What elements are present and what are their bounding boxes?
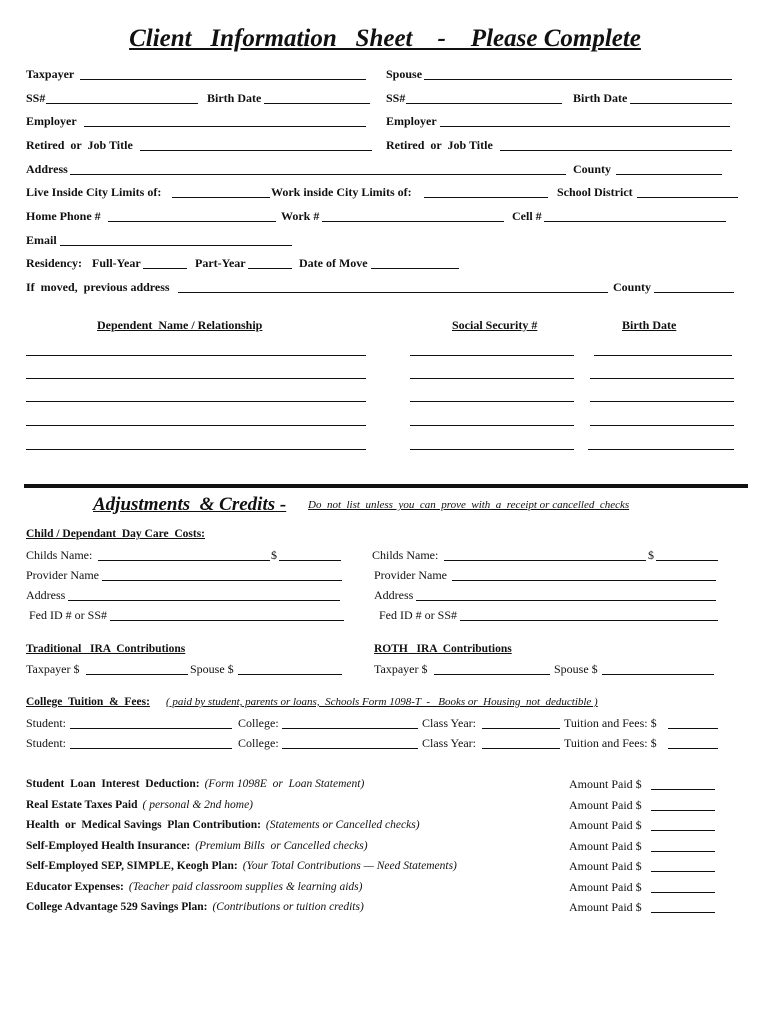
deduction-label: Student Loan Interest Deduction: [26,778,200,790]
tuition-fees-label-1: Tuition and Fees: $ [564,716,657,730]
provider-name-field-left[interactable] [102,580,342,581]
provider-name-label-left: Provider Name [26,568,99,582]
amount-paid-label: Amount Paid $ [569,798,642,812]
adjustments-note: Do not list unless you can prove with a receipt or cancelled checks [308,499,630,511]
school-district-label: School District [557,185,633,199]
college-label-2: College: [238,736,279,750]
amount-paid-label: Amount Paid $ [569,900,642,914]
taxpayer-field[interactable] [80,79,366,80]
deduction-note: (Form 1098E or Loan Statement) [204,778,365,790]
residency-label: Residency: [26,256,82,270]
previous-county-field[interactable] [654,292,734,293]
employer-label-right: Employer [386,114,437,128]
provider-name-label-right: Provider Name [374,568,447,582]
childs-name-field-left[interactable] [98,560,270,561]
college-label-1: College: [238,716,279,730]
dependent-ssn-line-2[interactable] [410,378,574,379]
provider-address-label-left: Address [26,588,66,602]
tuition-fees-label-2: Tuition and Fees: $ [564,736,657,750]
work-phone-label: Work # [281,209,320,223]
roth-ira-heading: ROTH IRA Contributions [374,643,512,655]
deduction-note: ( personal & 2nd home) [142,799,254,811]
student-field-2[interactable] [70,748,232,749]
provider-address-field-right[interactable] [416,600,716,601]
traditional-ira-heading: Traditional IRA Contributions [26,643,186,655]
page-title: Client Information Sheet - Please Complete [129,25,641,52]
amount-paid-label: Amount Paid $ [569,859,642,873]
class-year-field-1[interactable] [482,728,560,729]
full-year-field[interactable] [143,268,187,269]
address-field[interactable] [70,174,566,175]
birth-date-field-right[interactable] [630,103,732,104]
amount-paid-field[interactable] [651,851,715,852]
dependent-birth-line-1[interactable] [594,355,732,356]
ss-label-right: SS# [386,91,406,105]
dependent-ssn-line-5[interactable] [410,449,574,450]
deduction-label: College Advantage 529 Savings Plan: [26,901,208,913]
dependent-ssn-line-4[interactable] [410,425,574,426]
trad-taxpayer-label: Taxpayer $ [26,662,80,676]
amount-paid-field[interactable] [651,789,715,790]
deduction-note: (Statements or Cancelled checks) [265,819,420,831]
birth-date-label-right: Birth Date [573,91,628,105]
provider-address-field-left[interactable] [68,600,340,601]
student-label-1: Student: [26,716,67,730]
dependent-birth-header: Birth Date [622,318,677,332]
tuition-fees-field-2[interactable] [668,748,718,749]
deduction-note: (Your Total Contributions — Need Statements) [242,860,457,872]
college-tuition-note: ( paid by student, parents or loans, Schools Form 1098-T - Books or Housing not deductible ) [166,696,598,708]
dependent-name-line-4[interactable] [26,425,366,426]
class-year-label-1: Class Year: [422,716,477,730]
ss-field-right[interactable] [406,103,562,104]
childs-cost-dollar-right: $ [648,548,654,562]
taxpayer-label: Taxpayer [26,67,75,81]
ss-label-left: SS# [26,91,46,105]
trad-spouse-label: Spouse $ [190,662,234,676]
dependent-name-line-1[interactable] [26,355,366,356]
school-district-field[interactable] [637,197,738,198]
amount-paid-field[interactable] [651,810,715,811]
work-phone-field[interactable] [322,221,504,222]
part-year-field[interactable] [248,268,292,269]
college-field-1[interactable] [282,728,418,729]
adjustments-heading: Adjustments & Credits - [93,494,287,515]
cell-field[interactable] [544,221,726,222]
class-year-label-2: Class Year: [422,736,477,750]
birth-date-label-left: Birth Date [207,91,262,105]
home-phone-field[interactable] [108,221,276,222]
childs-cost-field-left[interactable] [279,560,341,561]
spouse-field[interactable] [424,79,732,80]
dependent-birth-line-2[interactable] [590,378,734,379]
dependent-name-header: Dependent Name / Relationship [97,318,263,332]
amount-paid-field[interactable] [651,892,715,893]
work-inside-label: Work inside City Limits of: [271,185,412,199]
employer-label-left: Employer [26,114,77,128]
county-field[interactable] [616,174,722,175]
roth-spouse-label: Spouse $ [554,662,598,676]
dependent-name-line-3[interactable] [26,401,366,402]
previous-address-field[interactable] [178,292,608,293]
childs-name-label-left: Childs Name: [26,548,93,562]
deduction-label: Educator Expenses: [26,881,124,893]
dependent-birth-line-5[interactable] [588,449,734,450]
provider-name-field-right[interactable] [452,580,716,581]
previous-county-label: County [613,280,652,294]
deduction-note: (Teacher paid classroom supplies & learning aids) [128,881,363,893]
county-label: County [573,162,612,176]
amount-paid-label: Amount Paid $ [569,839,642,853]
dependent-ssn-line-1[interactable] [410,355,574,356]
spouse-label: Spouse [386,67,423,81]
live-inside-field[interactable] [172,197,270,198]
childs-name-field-right[interactable] [444,560,646,561]
job-title-label-right: Retired or Job Title [386,138,493,152]
provider-address-label-right: Address [374,588,414,602]
job-title-field-left[interactable] [140,150,372,151]
previous-address-label: If moved, previous address [26,280,170,294]
deduction-label: Health or Medical Savings Plan Contribution: [26,819,261,831]
part-year-label: Part-Year [195,256,246,270]
deduction-note: (Premium Bills or Cancelled checks) [195,840,368,852]
childs-cost-field-right[interactable] [656,560,718,561]
class-year-field-2[interactable] [482,748,560,749]
fed-id-field-left[interactable] [110,620,344,621]
child-care-heading: Child / Dependant Day Care Costs: [26,528,206,540]
trad-spouse-field[interactable] [238,674,342,675]
dependent-name-line-2[interactable] [26,378,366,379]
amount-paid-field[interactable] [651,871,715,872]
student-label-2: Student: [26,736,67,750]
dependent-birth-line-3[interactable] [590,401,734,402]
employer-field-right[interactable] [440,126,730,127]
live-inside-label: Live Inside City Limits of: [26,185,162,199]
dependent-ssn-header: Social Security # [452,318,538,332]
birth-date-field-left[interactable] [264,103,370,104]
amount-paid-label: Amount Paid $ [569,818,642,832]
roth-taxpayer-field[interactable] [434,674,550,675]
home-phone-label: Home Phone # [26,209,101,223]
section-divider [24,484,748,488]
fed-id-label-left: Fed ID # or SS# [29,608,108,622]
tuition-fees-field-1[interactable] [668,728,718,729]
roth-spouse-field[interactable] [602,674,714,675]
dependent-birth-line-4[interactable] [590,425,734,426]
full-year-label: Full-Year [92,256,141,270]
amount-paid-field[interactable] [651,830,715,831]
dependent-name-line-5[interactable] [26,449,366,450]
address-label: Address [26,162,68,176]
deduction-label: Real Estate Taxes Paid [26,799,138,811]
deduction-note: (Contributions or tuition credits) [212,901,364,913]
fed-id-label-right: Fed ID # or SS# [379,608,458,622]
work-inside-field[interactable] [424,197,548,198]
deduction-label: Self-Employed SEP, SIMPLE, Keogh Plan: [26,860,238,872]
job-title-field-right[interactable] [500,150,732,151]
date-of-move-label: Date of Move [299,256,368,270]
childs-cost-dollar-left: $ [271,548,277,562]
college-field-2[interactable] [282,748,418,749]
student-field-1[interactable] [70,728,232,729]
email-field[interactable] [60,245,292,246]
email-label: Email [26,233,57,247]
job-title-label-left: Retired or Job Title [26,138,133,152]
amount-paid-label: Amount Paid $ [569,777,642,791]
amount-paid-field[interactable] [651,912,715,913]
dependent-ssn-line-3[interactable] [410,401,574,402]
date-of-move-field[interactable] [371,268,459,269]
amount-paid-label: Amount Paid $ [569,880,642,894]
fed-id-field-right[interactable] [460,620,718,621]
trad-taxpayer-field[interactable] [86,674,188,675]
childs-name-label-right: Childs Name: [372,548,439,562]
ss-field-left[interactable] [46,103,198,104]
deduction-label: Self-Employed Health Insurance: [26,840,191,852]
cell-label: Cell # [512,209,542,223]
college-tuition-heading: College Tuition & Fees: [26,696,150,708]
roth-taxpayer-label: Taxpayer $ [374,662,428,676]
employer-field-left[interactable] [84,126,366,127]
